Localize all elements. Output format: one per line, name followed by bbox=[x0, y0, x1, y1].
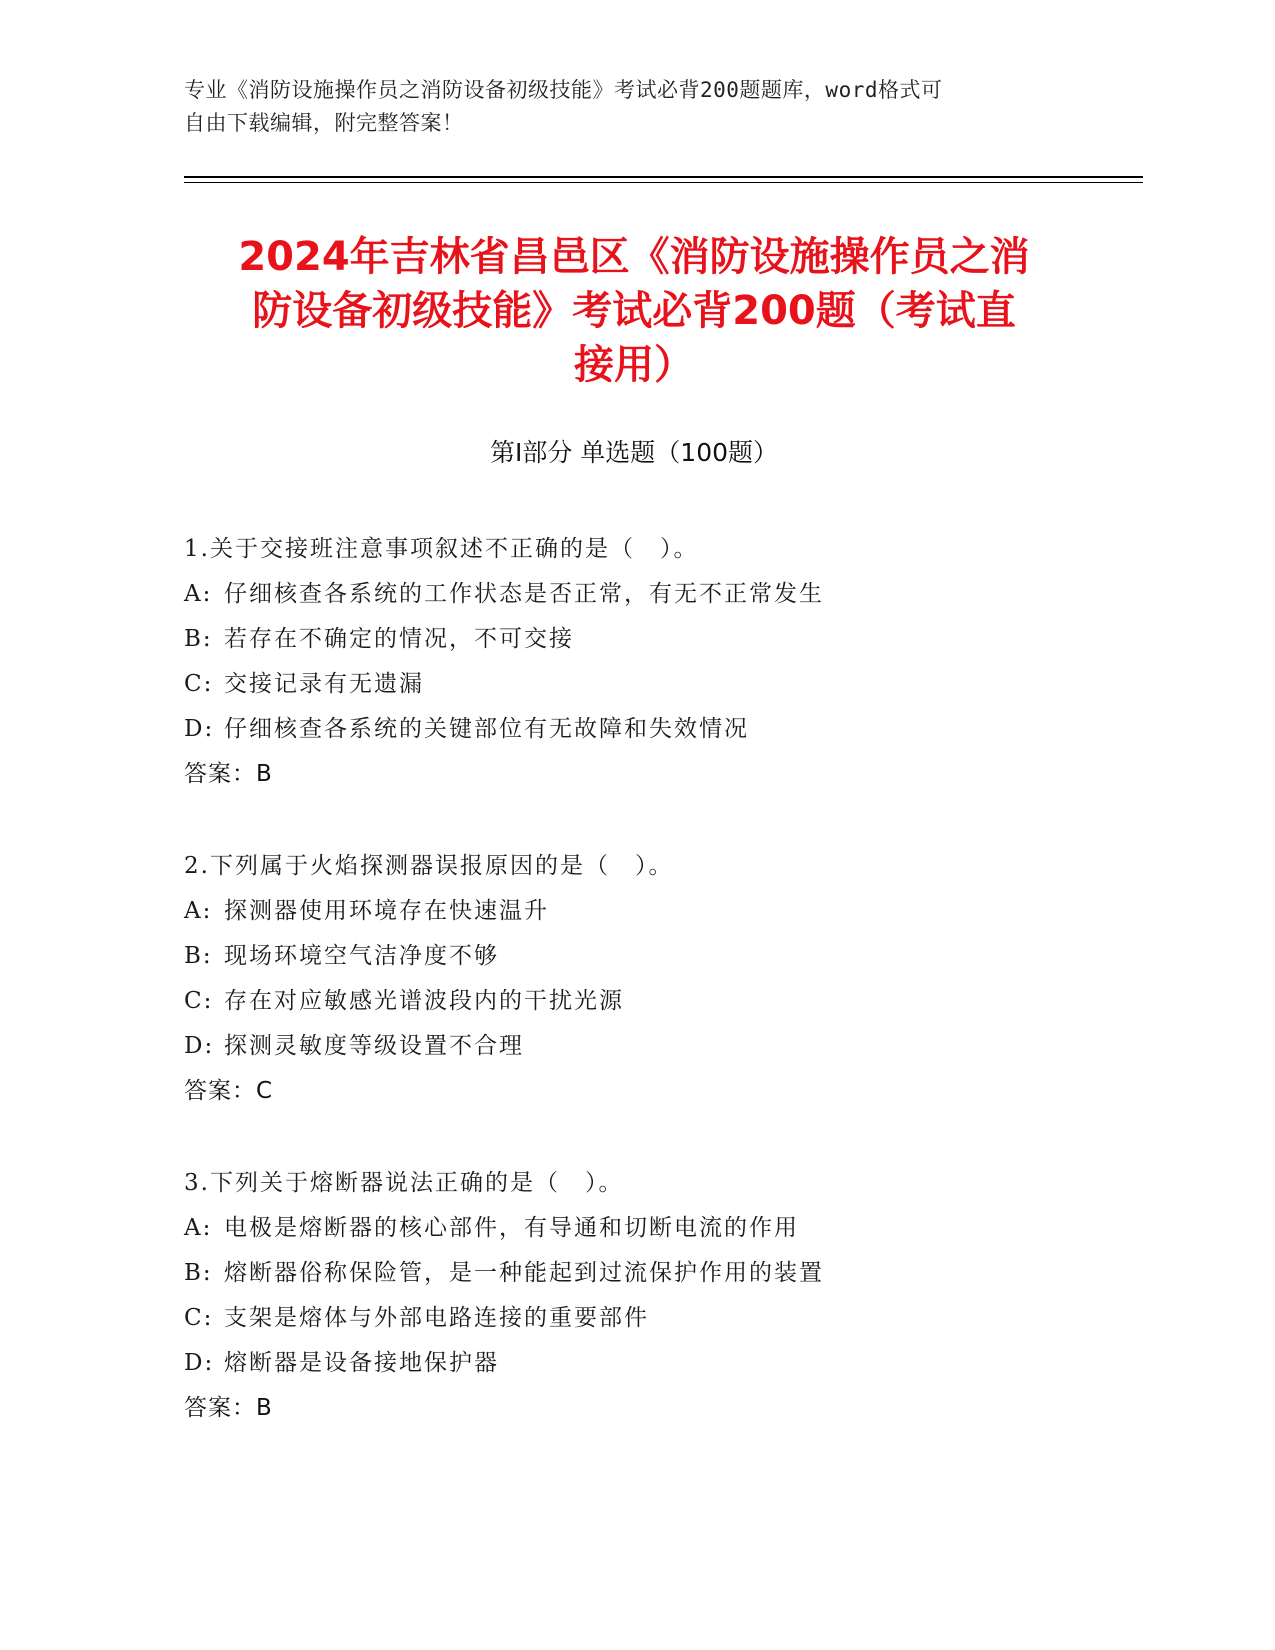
option-key: C: bbox=[184, 988, 214, 1014]
header-note-line: 自由下载编辑，附完整答案！ bbox=[184, 111, 464, 135]
option-text: 电极是熔断器的核心部件，有导通和切断电流的作用 bbox=[224, 1215, 799, 1241]
header-note bbox=[184, 74, 1084, 140]
option-a bbox=[184, 572, 1144, 617]
option-key: B: bbox=[184, 1260, 213, 1286]
option-key: D: bbox=[184, 716, 215, 742]
option-key: A: bbox=[184, 581, 213, 607]
question-stem: 3.下列关于熔断器说法正确的是（ ）。 bbox=[184, 1170, 624, 1196]
option-a bbox=[184, 1206, 1144, 1251]
option-text: 探测灵敏度等级设置不合理 bbox=[224, 1033, 524, 1059]
option-d bbox=[184, 707, 1144, 752]
option-b bbox=[184, 1251, 1144, 1296]
option-text: 交接记录有无遗漏 bbox=[224, 671, 424, 697]
header-divider-thin bbox=[184, 182, 1143, 183]
answer-line: 答案：B bbox=[184, 1395, 273, 1421]
option-key: A: bbox=[184, 1215, 213, 1241]
option-d bbox=[184, 1341, 1144, 1386]
option-text: 若存在不确定的情况，不可交接 bbox=[224, 626, 574, 652]
header-divider-thick bbox=[184, 176, 1143, 178]
option-b bbox=[184, 617, 1144, 662]
option-text: 熔断器俗称保险管，是一种能起到过流保护作用的装置 bbox=[224, 1260, 824, 1286]
option-c bbox=[184, 662, 1144, 707]
question-1 bbox=[184, 527, 1144, 797]
option-text: 仔细核查各系统的关键部位有无故障和失效情况 bbox=[224, 716, 749, 742]
section-heading: 第Ⅰ部分 单选题（100题） bbox=[489, 438, 779, 467]
option-c bbox=[184, 1296, 1144, 1341]
option-b bbox=[184, 934, 1144, 979]
header-note-line: 专业《消防设施操作员之消防设备初级技能》考试必背200题题库，word格式可 bbox=[184, 78, 943, 102]
option-key: D: bbox=[184, 1350, 215, 1376]
option-key: C: bbox=[184, 1305, 214, 1331]
option-key: B: bbox=[184, 626, 213, 652]
option-a bbox=[184, 889, 1144, 934]
title-line: 2024年吉林省昌邑区《消防设施操作员之消 bbox=[238, 234, 1030, 280]
title-line: 接用） bbox=[574, 342, 694, 388]
answer-line: 答案：C bbox=[184, 1078, 274, 1104]
option-text: 仔细核查各系统的工作状态是否正常，有无不正常发生 bbox=[224, 581, 824, 607]
question-3 bbox=[184, 1161, 1144, 1431]
title-line: 防设备初级技能》考试必背200题（考试直 bbox=[252, 288, 1016, 334]
question-stem: 1.关于交接班注意事项叙述不正确的是（ ）。 bbox=[184, 536, 699, 562]
question-list bbox=[184, 527, 1144, 1478]
question-2 bbox=[184, 844, 1144, 1114]
option-text: 现场环境空气洁净度不够 bbox=[224, 943, 499, 969]
option-d bbox=[184, 1024, 1144, 1069]
option-text: 支架是熔体与外部电路连接的重要部件 bbox=[224, 1305, 649, 1331]
option-key: C: bbox=[184, 671, 214, 697]
option-text: 探测器使用环境存在快速温升 bbox=[224, 898, 549, 924]
document-title bbox=[184, 230, 1084, 392]
option-key: D: bbox=[184, 1033, 215, 1059]
option-key: A: bbox=[184, 898, 213, 924]
question-stem: 2.下列属于火焰探测器误报原因的是（ ）。 bbox=[184, 853, 674, 879]
option-text: 熔断器是设备接地保护器 bbox=[224, 1350, 499, 1376]
answer-line: 答案：B bbox=[184, 761, 273, 787]
option-c bbox=[184, 979, 1144, 1024]
option-key: B: bbox=[184, 943, 213, 969]
option-text: 存在对应敏感光谱波段内的干扰光源 bbox=[224, 988, 624, 1014]
